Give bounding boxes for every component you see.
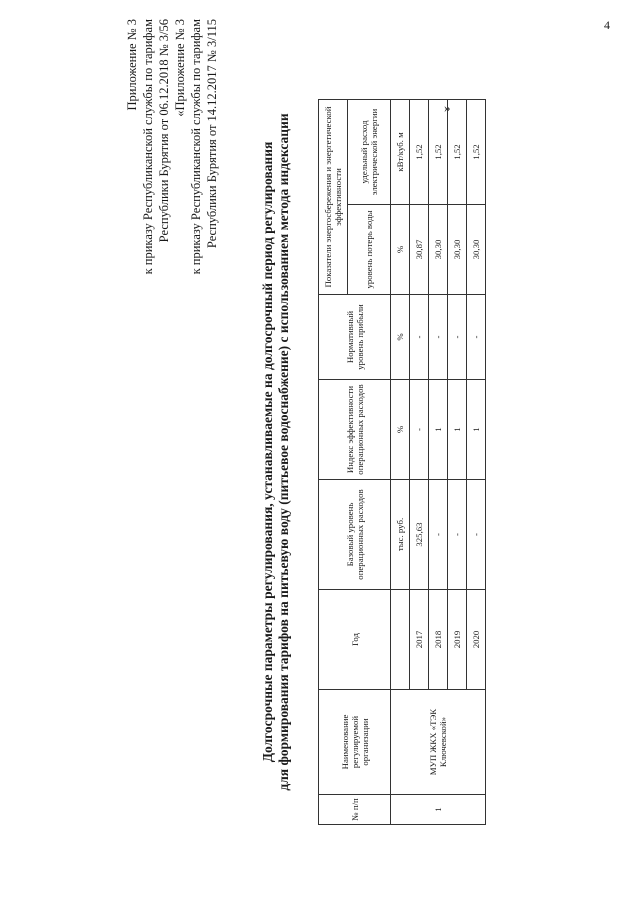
header-specific-energy: удельный расход электрической энергии (348, 100, 391, 205)
header-efficiency-index: Индекс эффективности операционных расходов (319, 380, 391, 480)
profit-cell: - (410, 295, 429, 380)
header-num: № п/п (319, 795, 391, 825)
base-cell: - (429, 480, 448, 590)
loss-cell: 30,30 (467, 205, 486, 295)
header-line: Республики Бурятия от 06.12.2018 № 3/56 (157, 19, 171, 243)
units-loss-cell: % (391, 205, 410, 295)
header-line: Приложение № 3 (125, 19, 139, 111)
profit-cell: - (467, 295, 486, 380)
year-cell: 2020 (467, 590, 486, 690)
units-index-cell: % (391, 380, 410, 480)
specific-cell: 1,52 (429, 100, 448, 205)
header-line: к приказу Республиканской службы по тарифам (189, 19, 203, 275)
specific-cell: 1,52 (448, 100, 467, 205)
year-cell: 2018 (429, 590, 448, 690)
appendix-header (124, 19, 220, 439)
year-cell: 2019 (448, 590, 467, 690)
base-cell: - (467, 480, 486, 590)
loss-cell: 30,87 (410, 205, 429, 295)
base-cell: 325,63 (410, 480, 429, 590)
header-year: Год (319, 590, 391, 690)
header-org: Наименование регулируемой организации (319, 690, 391, 795)
page-number: 4 (604, 18, 610, 32)
year-cell: 2017 (410, 590, 429, 690)
org-name-cell: МУП ЖКХ «ТЭК Ключевской» (391, 690, 486, 795)
header-energy-group: Показатели энергосбережения и энергетической эффективности (319, 100, 348, 295)
loss-cell: 30,30 (429, 205, 448, 295)
org-number-cell: 1 (391, 795, 486, 825)
title-line: для формирования тарифов на питьевую воду (питьевое водоснабжение) с использованием метода индексации (276, 113, 291, 791)
header-base-level: Базовый уровень операционных расходов (319, 480, 391, 590)
index-cell: 1 (467, 380, 486, 480)
profit-cell: - (429, 295, 448, 380)
base-cell: - (448, 480, 467, 590)
units-year-cell (391, 590, 410, 690)
specific-cell: 1,52 (410, 100, 429, 205)
header-line: «Приложение № 3 (173, 19, 187, 117)
header-water-loss: уровень потерь воды (348, 205, 391, 295)
loss-cell: 30,30 (448, 205, 467, 295)
header-profit-level: Нормативный уровень прибыли (319, 295, 391, 380)
index-cell: 1 (429, 380, 448, 480)
header-line: Республики Бурятия от 14.12.2017 № 3/115 (205, 19, 219, 249)
parameters-table (318, 99, 486, 825)
units-base-cell: тыс. руб. (391, 480, 410, 590)
units-profit-cell: % (391, 295, 410, 380)
closing-quote: » (444, 100, 451, 115)
rotated-document-content (110, 7, 530, 897)
index-cell: - (410, 380, 429, 480)
profit-cell: - (448, 295, 467, 380)
document-title (260, 7, 292, 897)
title-line: Долгосрочные параметры регулирования, устанавливаемые на долгосрочный период регулирования (260, 141, 275, 763)
specific-cell: 1,52 (467, 100, 486, 205)
units-specific-cell: кВт/куб. м (391, 100, 410, 205)
index-cell: 1 (448, 380, 467, 480)
header-line: к приказу Республиканской службы по тарифам (141, 19, 155, 275)
